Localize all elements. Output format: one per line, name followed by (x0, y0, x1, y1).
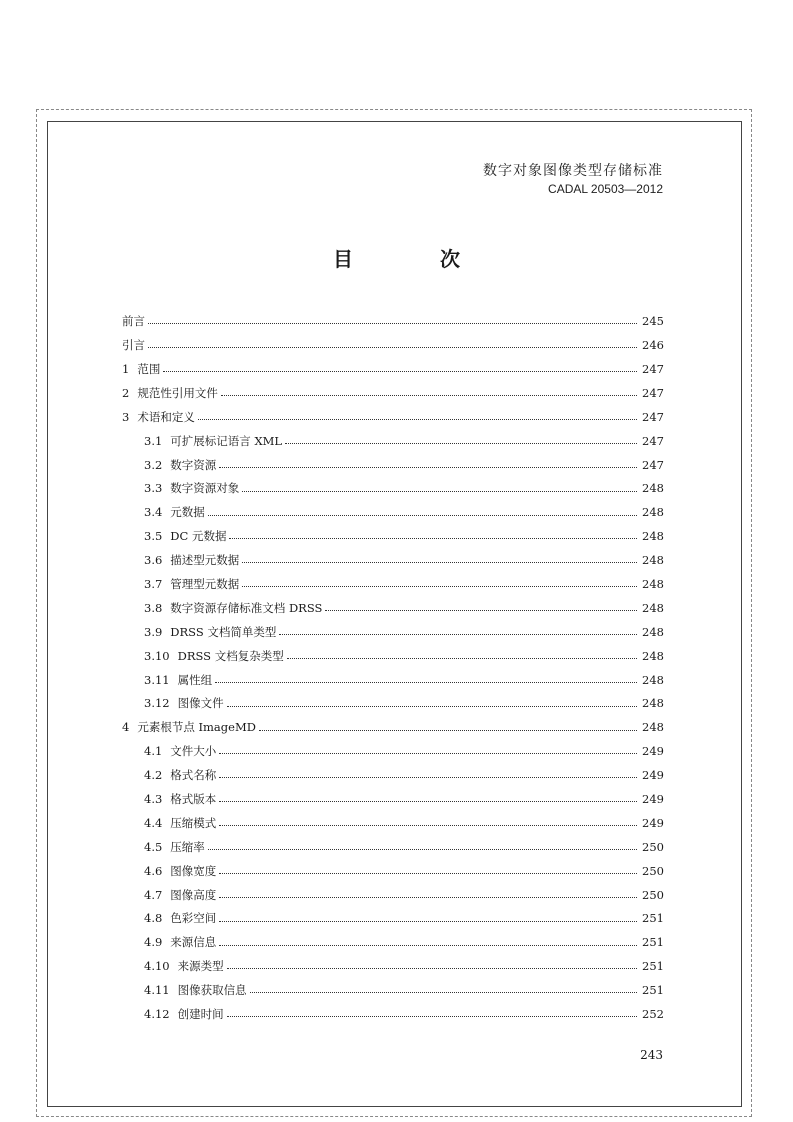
toc-entry[interactable] (122, 406, 664, 430)
toc-entry-number: 3 (122, 409, 130, 424)
toc-entry[interactable] (122, 979, 664, 1003)
toc-entry-page: 247 (642, 385, 664, 400)
toc-dot-leader (229, 538, 637, 539)
toc-entry-page: 250 (642, 839, 664, 854)
toc-entry[interactable] (122, 668, 664, 692)
toc-dot-leader (219, 897, 637, 898)
toc-entry-label: 文件大小 (170, 744, 217, 759)
page-number: 243 (640, 1048, 663, 1062)
toc-entry-number: 3.12 (144, 696, 170, 711)
toc-entry[interactable] (122, 477, 664, 501)
toc-entry[interactable] (122, 692, 664, 716)
toc-entry[interactable] (122, 334, 664, 358)
toc-entry-number: 4 (122, 720, 130, 735)
toc-dot-leader (325, 610, 637, 611)
toc-entry-number: 3.6 (144, 553, 163, 568)
toc-dot-leader (208, 515, 637, 516)
toc-entry[interactable] (122, 1003, 664, 1027)
toc-entry-page: 248 (642, 720, 664, 735)
toc-dot-leader (198, 419, 637, 420)
toc-entry[interactable] (122, 525, 664, 549)
toc-entry-label: 压缩率 (170, 839, 205, 854)
toc-entry-label: 格式名称 (170, 768, 217, 783)
toc-entry-label: 管理型元数据 (170, 576, 240, 591)
toc-entry[interactable] (122, 931, 664, 955)
toc-dot-leader (219, 825, 637, 826)
toc-entry-page: 248 (642, 648, 664, 663)
toc-entry[interactable] (122, 573, 664, 597)
toc-entry[interactable] (122, 883, 664, 907)
toc-entry-number: 3.5 (144, 529, 163, 544)
toc-entry-page: 249 (642, 792, 664, 806)
toc-entry-page: 248 (642, 624, 664, 639)
toc-entry-label: DRSS 文档复杂类型 (177, 648, 284, 663)
toc-entry-page: 248 (642, 481, 664, 496)
toc-entry[interactable] (122, 764, 664, 788)
toc-entry-number: 3.4 (144, 505, 163, 520)
toc-entry-label: 来源信息 (170, 935, 217, 950)
toc-dot-leader (148, 323, 637, 324)
toc-dot-leader (148, 347, 637, 348)
toc-entry[interactable] (122, 358, 664, 382)
toc-entry-page: 247 (642, 457, 664, 472)
toc-dot-leader (287, 658, 637, 659)
toc-dot-leader (227, 1016, 637, 1017)
toc-dot-leader (227, 968, 637, 969)
toc-dot-leader (215, 682, 637, 683)
toc-entry-label: 属性组 (177, 672, 213, 687)
toc-dot-leader (227, 706, 637, 707)
toc-entry-label: 规范性引用文件 (137, 385, 218, 400)
toc-entry-number: 4.11 (144, 983, 170, 998)
toc-entry-page: 251 (642, 911, 664, 926)
toc-entry-number: 4.1 (144, 744, 163, 759)
toc-entry[interactable] (122, 836, 664, 860)
toc-dot-leader (208, 849, 637, 850)
toc-entry-page: 247 (642, 409, 664, 424)
toc-entry-page: 247 (642, 433, 664, 448)
toc-dot-leader (219, 921, 637, 922)
toc-entry[interactable] (122, 597, 664, 621)
toc-dot-leader (219, 801, 637, 802)
toc-entry-number: 3.7 (144, 576, 163, 591)
toc-entry-label: 引言 (122, 338, 145, 353)
standard-title: 数字对象图像类型存储标准 (483, 163, 663, 179)
toc-entry-number: 3.2 (144, 457, 163, 472)
toc-entry-number: 4.2 (144, 768, 163, 783)
toc-heading: 目 次 (333, 247, 500, 271)
toc-entry-label: 图像宽度 (170, 863, 217, 878)
toc-entry-number: 4.9 (144, 935, 163, 950)
toc-entry[interactable] (122, 621, 664, 645)
toc-entry-page: 250 (642, 863, 664, 878)
toc-entry-label: 图像高度 (170, 887, 217, 902)
toc-entry-page: 248 (642, 672, 664, 687)
toc-entry-label: DC 元数据 (170, 529, 227, 544)
toc-dot-leader (219, 945, 637, 946)
toc-entry-page: 249 (642, 744, 664, 759)
toc-entry-page: 249 (642, 815, 664, 830)
toc-dot-leader (219, 873, 637, 874)
toc-entry-number: 1 (122, 361, 130, 376)
toc-dot-leader (259, 730, 637, 731)
toc-dot-leader (242, 491, 637, 492)
toc-entry-number: 3.8 (144, 600, 163, 615)
toc-entry-page: 250 (642, 887, 664, 902)
toc-entry-page: 248 (642, 553, 664, 568)
toc-entry[interactable] (122, 740, 664, 764)
toc-entry-number: 4.4 (144, 815, 163, 830)
toc-entry-number: 3.1 (144, 433, 163, 448)
toc-entry-number: 3.11 (144, 672, 170, 687)
toc-dot-leader (219, 467, 637, 468)
toc-entry-label: 压缩模式 (170, 815, 217, 830)
toc-entry[interactable] (122, 382, 664, 406)
toc-entry-label: 范围 (137, 361, 161, 376)
toc-entry-label: 描述型元数据 (170, 553, 240, 568)
toc-entry-page: 251 (642, 959, 664, 974)
toc-entry-page: 247 (642, 361, 664, 376)
toc-entry[interactable] (122, 644, 664, 668)
toc-entry-label: 数字资源存储标准文档 DRSS (170, 600, 323, 615)
toc-entry-page: 248 (642, 576, 664, 591)
toc-entry-page: 248 (642, 600, 664, 615)
toc-entry-number: 4.10 (144, 959, 170, 974)
table-of-contents (122, 310, 664, 1027)
toc-entry-label: DRSS 文档简单类型 (170, 624, 277, 639)
toc-entry-page: 249 (642, 768, 664, 783)
toc-entry-label: 元素根节点 ImageMD (137, 720, 256, 735)
toc-entry-page: 251 (642, 935, 664, 950)
toc-entry-page: 251 (642, 983, 664, 998)
toc-dot-leader (242, 562, 637, 563)
toc-dot-leader (250, 992, 637, 993)
toc-entry-label: 可扩展标记语言 XML (170, 433, 283, 448)
toc-entry-label: 前言 (122, 314, 145, 329)
toc-entry-label: 术语和定义 (137, 409, 195, 424)
toc-entry[interactable] (122, 859, 664, 883)
toc-dot-leader (219, 753, 637, 754)
toc-entry-number: 4.3 (144, 792, 163, 806)
toc-entry[interactable] (122, 453, 664, 477)
toc-dot-leader (285, 443, 637, 444)
toc-entry-page: 248 (642, 696, 664, 711)
toc-entry-label: 格式版本 (170, 792, 217, 806)
toc-dot-leader (242, 586, 637, 587)
toc-entry-page: 252 (642, 1007, 664, 1022)
toc-entry-label: 色彩空间 (170, 911, 217, 926)
toc-entry-page: 246 (642, 338, 664, 353)
toc-dot-leader (279, 634, 637, 635)
toc-entry-label: 图像文件 (177, 696, 224, 711)
toc-entry[interactable] (122, 310, 664, 334)
toc-entry-page: 245 (642, 314, 664, 329)
toc-entry-label: 来源类型 (177, 959, 224, 974)
toc-entry[interactable] (122, 429, 664, 453)
toc-entry-number: 2 (122, 385, 130, 400)
toc-entry-number: 4.8 (144, 911, 163, 926)
toc-dot-leader (163, 371, 637, 372)
toc-entry-label: 创建时间 (177, 1007, 224, 1022)
toc-entry-page: 248 (642, 529, 664, 544)
toc-entry-number: 3.3 (144, 481, 163, 496)
toc-entry[interactable] (122, 549, 664, 573)
toc-entry[interactable] (122, 716, 664, 740)
toc-entry-label: 元数据 (170, 505, 205, 520)
toc-entry-page: 248 (642, 505, 664, 520)
toc-entry-label: 图像获取信息 (177, 983, 247, 998)
toc-entry[interactable] (122, 812, 664, 836)
toc-entry-number: 4.5 (144, 839, 163, 854)
toc-entry-label: 数字资源对象 (170, 481, 240, 496)
toc-entry-number: 4.12 (144, 1007, 170, 1022)
toc-entry[interactable] (122, 955, 664, 979)
toc-entry[interactable] (122, 501, 664, 525)
toc-dot-leader (221, 395, 637, 396)
toc-entry-number: 3.9 (144, 624, 163, 639)
toc-entry[interactable] (122, 788, 664, 812)
toc-entry-number: 3.10 (144, 648, 170, 663)
toc-dot-leader (219, 777, 637, 778)
toc-entry-number: 4.7 (144, 887, 163, 902)
toc-entry-number: 4.6 (144, 863, 163, 878)
standard-code: CADAL 20503—2012 (548, 182, 663, 196)
toc-entry[interactable] (122, 907, 664, 931)
toc-entry-label: 数字资源 (170, 457, 217, 472)
